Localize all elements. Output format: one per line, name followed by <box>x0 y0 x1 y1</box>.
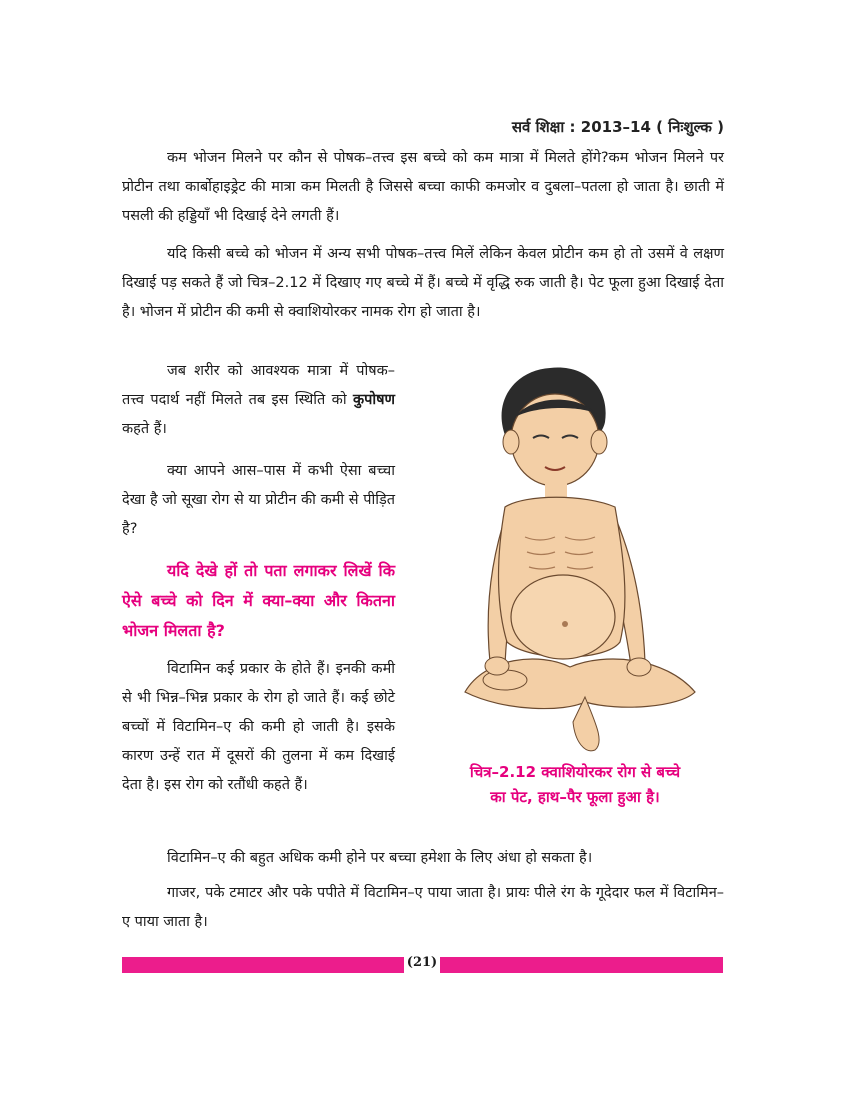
figure-caption-line-1: चित्र–2.12 क्वाशियोरकर रोग से बच्चे <box>469 763 681 781</box>
page-header: सर्व शिक्षा : 2013–14 ( निःशुल्क ) <box>511 118 724 136</box>
footer-bar-right <box>440 957 723 973</box>
child-hand-right <box>627 658 651 676</box>
malnutrition-term: कुपोषण <box>353 392 395 408</box>
figure-caption <box>425 760 725 810</box>
child-navel <box>562 621 568 627</box>
malnutrition-text-before: जब शरीर को आवश्यक मात्रा में पोषक–तत्त्व पदार्थ नहीं मिलते तब इस स्थिति को <box>122 363 395 408</box>
footer-bar-left <box>122 957 404 973</box>
child-figure-svg <box>445 362 715 752</box>
figure-caption-line-2: का पेट, हाथ–पैर फूला हुआ है। <box>490 788 660 806</box>
malnutrition-text-after: कहते हैं। <box>122 421 167 437</box>
paragraph-vitamins: विटामिन कई प्रकार के होते हैं। इनकी कमी से भी भिन्न–भिन्न प्रकार के रोग हो जाते हैं। कई छोटे बच्चों में विटामिन–ए की कमी हो जाती है। इसके कारण उन्हें रात में दूसरों की तुलना में कम दिखाई देता है। इस रोग को रतौंधी कहते हैं। <box>122 661 395 793</box>
paragraph-question: क्या आपने आस–पास में कभी ऐसा बच्चा देखा है जो सूखा रोग से या प्रोटीन की कमी से पीड़ित है? <box>122 463 395 537</box>
paragraph-blindness: विटामिन–ए की बहुत अधिक कमी होने पर बच्चा हमेशा के लिए अंधा हो सकता है। <box>167 850 593 866</box>
child-ear-right <box>591 430 607 454</box>
paragraph-malnutrition <box>122 357 395 444</box>
child-ear-left <box>503 430 519 454</box>
child-hand-left <box>485 657 509 675</box>
paragraph-vitamin-sources: गाजर, पके टमाटर और पके पपीते में विटामिन–ए पाया जाता है। प्रायः पीले रंग के गूदेदार फल में विटामिन–ए पाया जाता है। <box>122 885 724 930</box>
child-swollen-belly <box>511 575 615 659</box>
kwashiorkor-child-illustration <box>445 362 715 752</box>
highlight-activity: यदि देखे हों तो पता लगाकर लिखें कि ऐसे बच्चे को दिन में क्या–क्या और कितना भोजन मिलता है? <box>122 561 395 640</box>
paragraph-2: यदि किसी बच्चे को भोजन में अन्य सभी पोषक–तत्त्व मिलें लेकिन केवल प्रोटीन कम हो तो उसमें वे लक्षण दिखाई पड़ सकते हैं जो चित्र–2.12 में दिखाए गए बच्चे में हैं। बच्चे में वृद्धि रुक जाती है। पेट फूला हुआ दिखाई देता है। भोजन में प्रोटीन की कमी से क्वाशियोरकर नामक रोग हो जाता है। <box>122 246 724 320</box>
page-number: (21) <box>406 955 438 970</box>
paragraph-1: कम भोजन मिलने पर कौन से पोषक–तत्त्व इस बच्चे को कम मात्रा में मिलते होंगे?कम भोजन मिलने पर प्रोटीन तथा कार्बोहाइड्रेट की मात्रा कम मिलती है जिससे बच्चा काफी कमजोर व दुबला–पतला हो जाता है। छाती में पसली की हड्डियाँ भी दिखाई देने लगती हैं। <box>122 150 724 224</box>
